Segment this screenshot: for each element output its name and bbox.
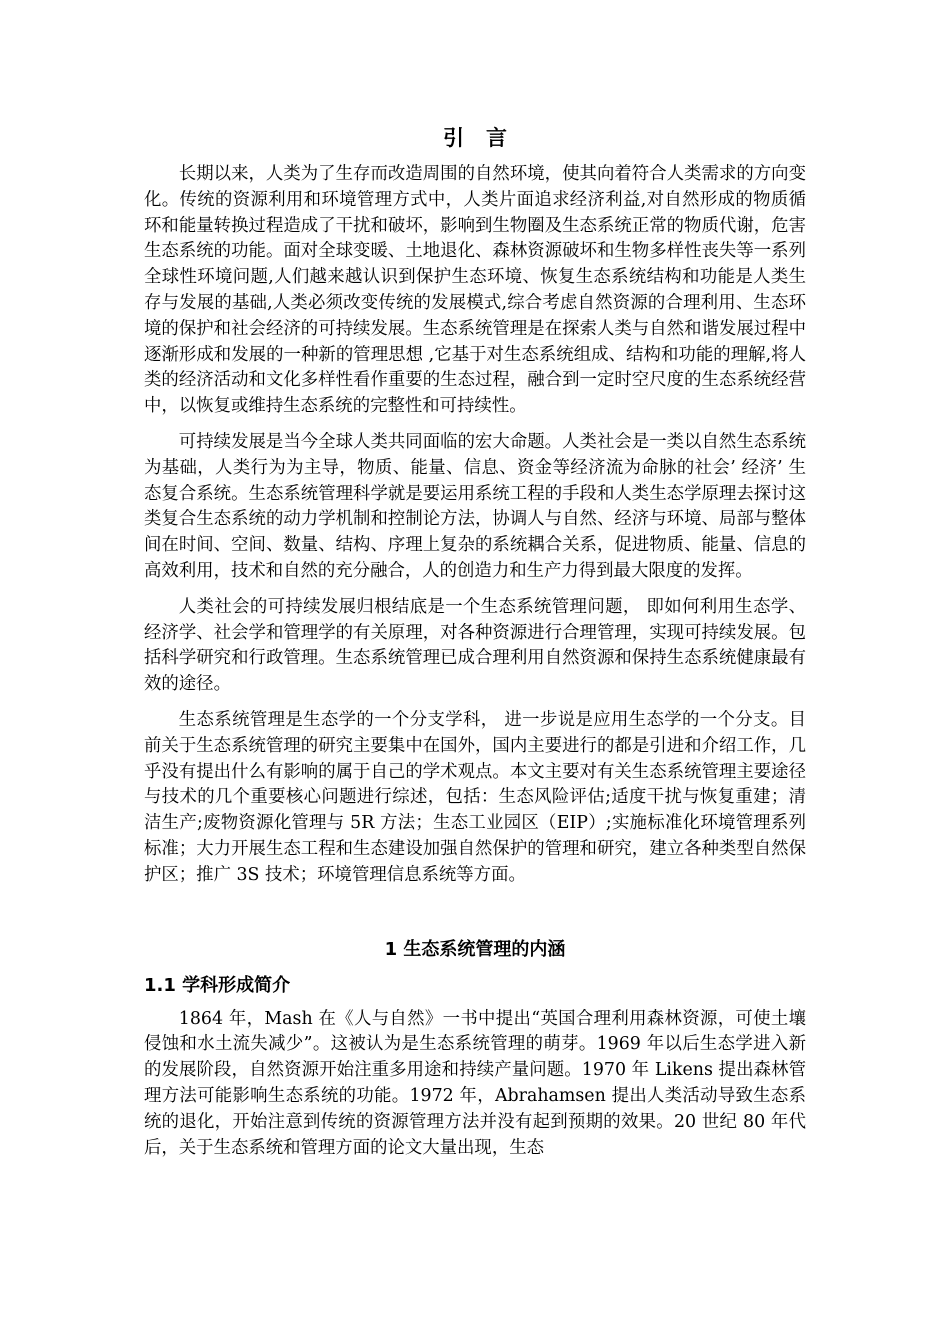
intro-paragraph-4: 生态系统管理是生态学的一个分支学科， 进一步说是应用生态学的一个分支。目前关于生态系统管理的研究主要集中在国外，国内主要进行的都是引进和介绍工作，几乎没有提出什么有影响的属于自己的学术观点。本文主要对有关生态系统管理主要途径与技术的几个重要核心问题进行综述，包括：生态风险评估;适度干扰与恢复重建；清洁生产;废物资源化管理与 5R 方法；生态工业园区（EIP）;实施标准化环境管理系列标准；大力开展生态工程和生态建设加强自然保护的管理和研究，建立各种类型自然保护区；推广 3S 技术；环境管理信息系统等方面。 [144,709,806,885]
intro-paragraph-1: 长期以来，人类为了生存而改造周围的自然环境，使其向着符合人类需求的方向变化。传统的资源利用和环境管理方式中，人类片面追求经济利益,对自然形成的物质循环和能量转换过程造成了干扰和破坏，影响到生物圈及生态系统正常的物质代谢，危害生态系统的功能。面对全球变暖、土地退化、森林资源破坏和生物多样性丧失等一系列全球性环境问题,人们越来越认识到保护生态环境、恢复生态系统结构和功能是人类生存与发展的基础,人类必须改变传统的发展模式,综合考虑自然资源的合理利用、生态环境的保护和社会经济的可持续发展。生态系统管理是在探索人类与自然和谐发展过程中逐渐形成和发展的一种新的管理思想 ,它基于对生态系统组成、结构和功能的理解,将人类的经济活动和文化多样性看作重要的生态过程，融合到一定时空尺度的生态系统经营中，以恢复或维持生态系统的完整性和可持续性。 [144,164,806,417]
subsection-heading: 1.1 学科形成简介 [144,974,291,996]
intro-paragraph-3: 人类社会的可持续发展归根结底是一个生态系统管理问题， 即如何利用生态学、经济学、社会学和管理学的有关原理，对各种资源进行合理管理，实现可持续发展。包括科学研究和行政管理。生态系统管理已成合理利用自然资源和保持生态系统健康最有效的途径。 [144,596,806,695]
intro-paragraph-2: 可持续发展是当今全球人类共同面临的宏大命题。人类社会是一类以自然生态系统为基础，人类行为为主导，物质、能量、信息、资金等经济流为命脉的社会’ 经济’ 生态复合系统。生态系统管理科学就是要运用系统工程的手段和人类生态学原理去探讨这类复合生态系统的动力学机制和控制论方法，协调人与自然、经济与环境、局部与整体间在时间、空间、数量、结构、序理上复杂的系统耦合关系，促进物质、能量、信息的高效利用，技术和自然的充分融合，人的创造力和生产力得到最大限度的发挥。 [144,431,806,581]
document-body [144,124,806,1171]
document-title: 引言 [443,126,529,150]
section-heading: 1 生态系统管理的内涵 [384,938,566,960]
section-paragraph: 1864 年，Mash 在《人与自然》一书中提出“英国合理利用森林资源，可使土壤侵蚀和水土流失减少”。这被认为是生态系统管理的萌芽。1969 年以后生态学进入新的发展阶段，自然资源开始注重多用途和持续产量问题。1970 年 Likens 提出森林管理方法可能影响生态系统的功能。1972 年，Abrahamsen 提出人类活动导致生态系统的退化，开始注意到传统的资源管理方法并没有起到预期的效果。20 世纪 80 年代后，关于生态系统和管理方面的论文大量出现，生态 [144,1008,806,1158]
